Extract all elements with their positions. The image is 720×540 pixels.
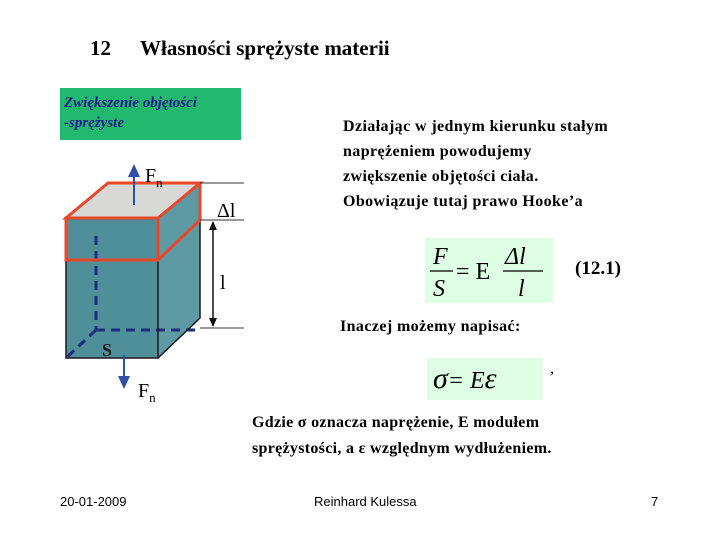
length-label: l (220, 272, 226, 294)
block-upper-front (66, 218, 158, 260)
eq1-lhs-numerator: F (433, 244, 448, 270)
description-line-3: zwiększenie objętości ciała. (343, 168, 539, 185)
area-label: S (102, 340, 113, 360)
description-line-2: naprężeniem powodujemy (343, 143, 532, 160)
hooke-equation-render (425, 238, 553, 303)
force-top-label: $F_n$ (145, 165, 163, 190)
slide-number: 12 (90, 36, 111, 60)
eq1-equals-e: = E (456, 259, 491, 285)
label-line-2: -sprężyste (64, 115, 124, 131)
alternative-form-text: Inaczej możemy napisać: (340, 318, 521, 335)
description-line-4: Obowiązuje tutaj prawo Hooke’a (343, 193, 583, 210)
description-line-1: Działając w jednym kierunku stałym (343, 118, 609, 135)
eq1-rhs-numerator: Δl (505, 244, 526, 270)
footer-date: 20-01-2009 (60, 494, 127, 509)
explanation-line-2: sprężystości, a ε względnym wydłużeniem. (252, 440, 552, 457)
eq1-rhs-denominator: l (518, 276, 525, 302)
eq2-equals-e: = E (447, 368, 485, 394)
eq1-lhs-denominator: S (433, 276, 445, 302)
footer-author: Reinhard Kulessa (314, 494, 417, 509)
symbol-explanation (252, 410, 652, 462)
description-text (343, 114, 673, 214)
hooke-equation (425, 238, 553, 303)
equation2-comma: , (550, 360, 554, 377)
stress-strain-equation (427, 358, 543, 400)
length-arrow-bottom (209, 318, 217, 327)
equation-number: (12.1) (575, 258, 621, 279)
length-arrow-top (209, 221, 217, 230)
explanation-line-1: Gdzie σ oznacza naprężenie, E modułem (252, 414, 540, 431)
eq2-epsilon: ε (484, 362, 497, 395)
force-arrow-down-head (118, 376, 130, 389)
slide-title: Własności sprężyste materii (140, 36, 390, 60)
eq2-sigma: σ (433, 362, 448, 395)
footer-page-number: 7 (651, 494, 659, 509)
force-bottom-label: $F_n$ (138, 380, 156, 405)
label-line-1: Zwiększenie objętości (64, 95, 197, 111)
delta-l-label: Δl (217, 200, 236, 222)
force-arrow-up-head (128, 164, 140, 177)
